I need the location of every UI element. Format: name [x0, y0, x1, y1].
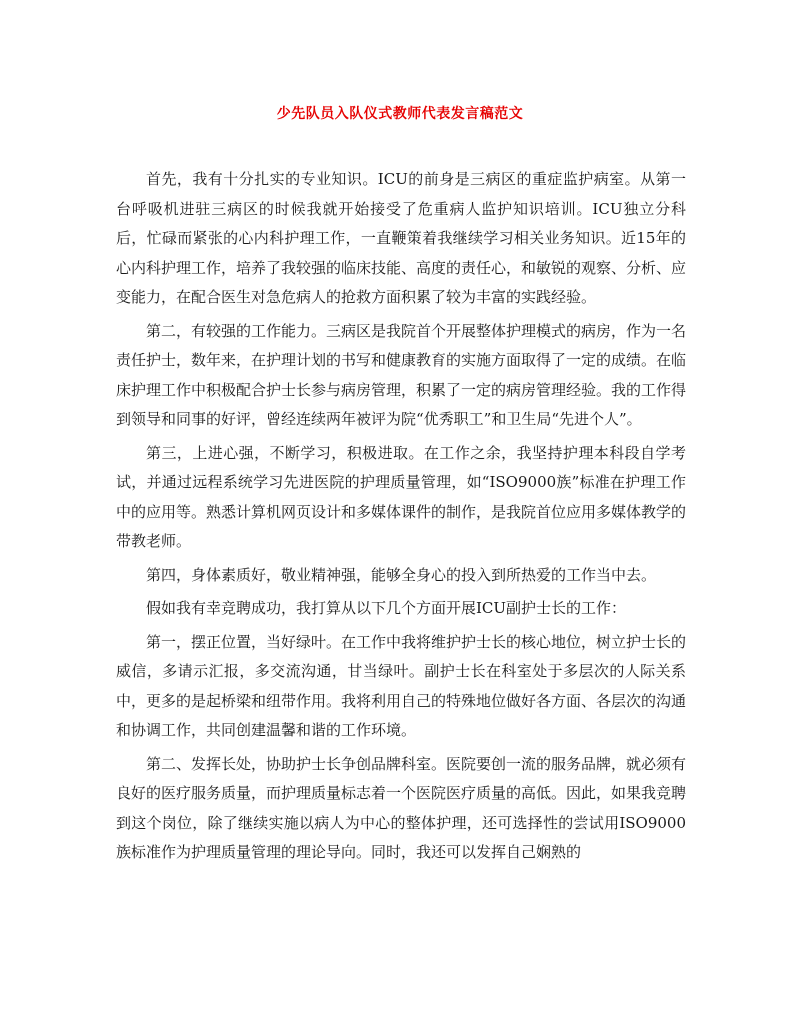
paragraph-4: 第四，身体素质好，敬业精神强，能够全身心的投入到所热爱的工作当中去。: [146, 565, 657, 584]
document-title: 少先队员入队仪式教师代表发言稿范文: [276, 106, 524, 122]
paragraph-5: 假如我有幸竞聘成功，我打算从以下几个方面开展ICU副护士长的工作：: [146, 599, 627, 617]
paragraph-2: 第二，有较强的工作能力。三病区是我院首个开展整体护理模式的病房，作为一名责任护士，数年来，在护理计划的书写和健康教育的实施方面取得了一定的成绩。在临床护理工作中积极配合护士长参与病房管理，积累了一定的病房管理经验。我的工作得到领导和同事的好评，曾经连续两年被评为院“优秀职工”和卫生局“先进个人”。: [116, 321, 687, 428]
paragraph-7: 第二、发挥长处，协助护士长争创品牌科室。医院要创一流的服务品牌，就必须有良好的医疗服务质量，而护理质量标志着一个医院医疗质量的高低。因此，如果我竞聘到这个岗位，除了继续实施以病人为中心的整体护理，还可选择性的尝试用ISO9000族标准作为护理质量管理的理论导向。同时，我还可以发挥自己娴熟的: [116, 754, 687, 861]
paragraph-6: 第一，摆正位置，当好绿叶。在工作中我将维护护士长的核心地位，树立护士长的威信，多请示汇报，多交流沟通，甘当绿叶。副护士长在科室处于多层次的人际关系中，更多的是起桥梁和纽带作用。我将利用自己的特殊地位做好各方面、各层次的沟通和协调工作，共同创建温馨和谐的工作环境。: [116, 632, 687, 739]
document-body: [116, 165, 686, 868]
paragraph-3: 第三，上进心强，不断学习，积极进取。在工作之余，我坚持护理本科段自学考试，并通过远程系统学习先进医院的护理质量管理，如“ISO9000族”标准在护理工作中的应用等。熟悉计算机网页设计和多媒体课件的制作，是我院首位应用多媒体教学的带教老师。: [116, 443, 687, 550]
paragraph-1: 首先，我有十分扎实的专业知识。ICU的前身是三病区的重症监护病室。从第一台呼吸机进驻三病区的时候我就开始接受了危重病人监护知识培训。ICU独立分科后，忙碌而紧张的心内科护理工作，一直鞭策着我继续学习相关业务知识。近15年的心内科护理工作，培养了我较强的临床技能、高度的责任心，和敏锐的观察、分析、应变能力，在配合医生对急危病人的抢救方面积累了较为丰富的实践经验。: [116, 170, 687, 306]
